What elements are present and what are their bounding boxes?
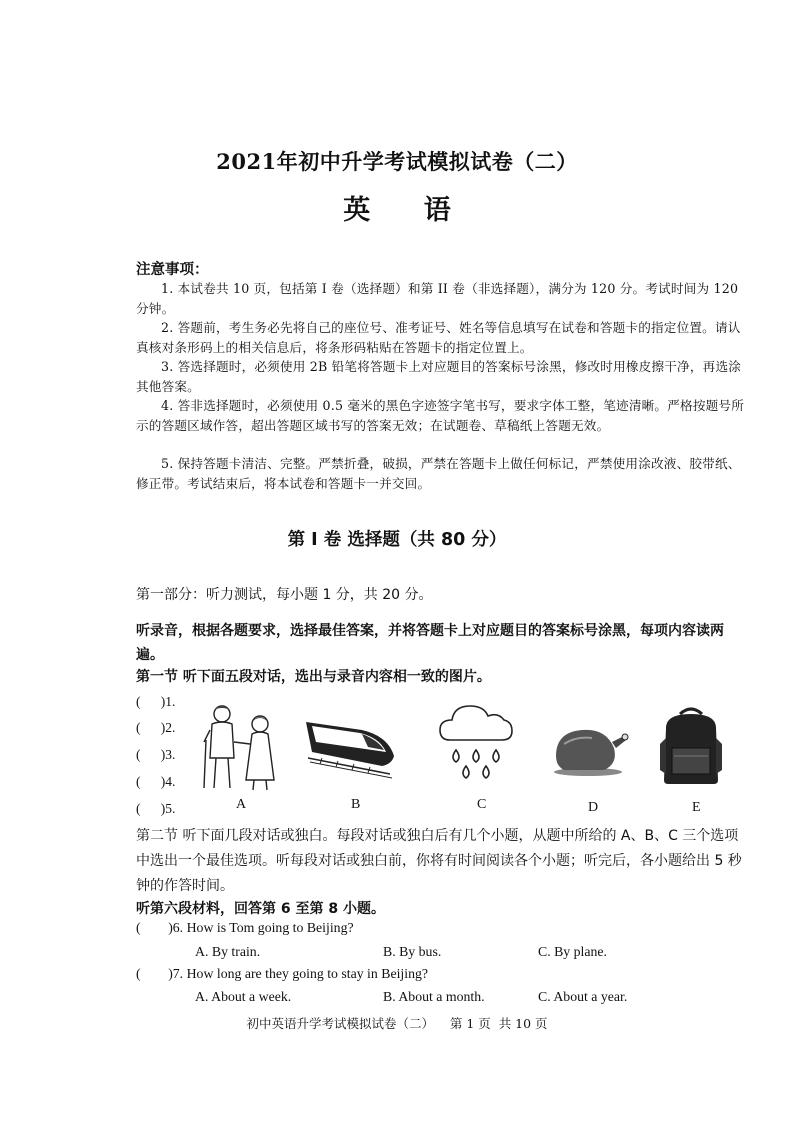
notice-heading: 注意事项： (136, 262, 209, 278)
section-title: 第 I 卷 选择题（共 80 分） (287, 530, 507, 550)
roast-turkey-icon (548, 722, 630, 778)
question-6-option-a[interactable]: A. By train. (195, 944, 261, 959)
notice-item-4: 4. 答非选择题时，必须使用 0.5 毫米的黑色字迹签字笔书写，要求字体工整，笔迹清晰。严格按题号所示的答题区域作答，超出答题区域书写的答案无效；在试题卷、草稿纸上答题无效。 (136, 398, 744, 433)
question-7-option-c[interactable]: C. About a year. (538, 989, 628, 1004)
question-2-blank[interactable]: ( )2. (136, 720, 176, 735)
elderly-couple-icon (198, 700, 290, 792)
notice-item-1: 1. 本试卷共 10 页，包括第 I 卷（选择题）和第 II 卷（非选择题），满分为 120 分。考试时间为 120 分钟。 (136, 281, 739, 316)
notice-item-3: 3. 答选择题时，必须使用 2B 铅笔将答题卡上对应题目的答案标号涂黑，修改时用橡皮擦干净，再选涂其他答案。 (136, 359, 742, 394)
picture-c-label: C (477, 797, 487, 812)
question-1-blank[interactable]: ( )1. (136, 694, 176, 709)
question-6-option-c[interactable]: C. By plane. (538, 944, 607, 959)
question-6-option-b[interactable]: B. By bus. (383, 944, 442, 959)
section2-text: 第二节 听下面几段对话或独白。每段对话或独白后有几个小题，从题中所给的 A、B、C 三个选项中选出一个最佳选项。听每段对话或独白前，你将有时间阅读各个小题；听完后，各小题给出 5 秒钟的作答时间。 (136, 828, 742, 894)
question-6-stem: ( )6. How is Tom going to Beijing? (136, 920, 354, 935)
question-7-option-b[interactable]: B. About a month. (383, 989, 485, 1004)
question-3-blank[interactable]: ( )3. (136, 747, 176, 762)
exam-title: 2021年初中升学考试模拟试卷（二） (216, 149, 578, 174)
notice-item-2: 2. 答题前，考生务必先将自己的座位号、准考证号、姓名等信息填写在试卷和答题卡的指定位置。请认真核对条形码上的相关信息后，将条形码粘贴在答题卡的指定位置上。 (136, 320, 741, 355)
section1-title: 第一节 听下面五段对话，选出与录音内容相一致的图片。 (136, 669, 491, 685)
picture-d-label: D (588, 800, 599, 815)
picture-a-label: A (236, 797, 247, 812)
notice-item-5: 5. 保持答题卡清洁、完整。严禁折叠，破损，严禁在答题卡上做任何标记，严禁使用涂改液、胶带纸、修正带。考试结束后，将本试卷和答题卡一并交回。 (136, 456, 741, 491)
question-7-stem: ( )7. How long are they going to stay in Beijing? (136, 966, 428, 981)
picture-e-label: E (692, 800, 701, 815)
material-6-heading: 听第六段材料，回答第 6 至第 8 小题。 (136, 901, 385, 917)
high-speed-train-icon (302, 712, 398, 782)
picture-b-label: B (351, 797, 361, 812)
question-4-blank[interactable]: ( )4. (136, 774, 176, 789)
question-5-blank[interactable]: ( )5. (136, 801, 176, 816)
page-footer: 初中英语升学考试模拟试卷（二） 第 1 页 共 10 页 (246, 1016, 548, 1031)
question-7-option-a[interactable]: A. About a week. (195, 989, 292, 1004)
backpack-icon (656, 704, 726, 786)
exam-subject: 英 语 (343, 195, 473, 226)
part1-instruction: 听录音，根据各题要求，选择最佳答案，并将答题卡上对应题目的答案标号涂黑，每项内容读两遍。 (136, 623, 724, 663)
rain-cloud-icon (436, 700, 516, 786)
part1-heading: 第一部分：听力测试，每小题 1 分，共 20 分。 (136, 587, 433, 603)
